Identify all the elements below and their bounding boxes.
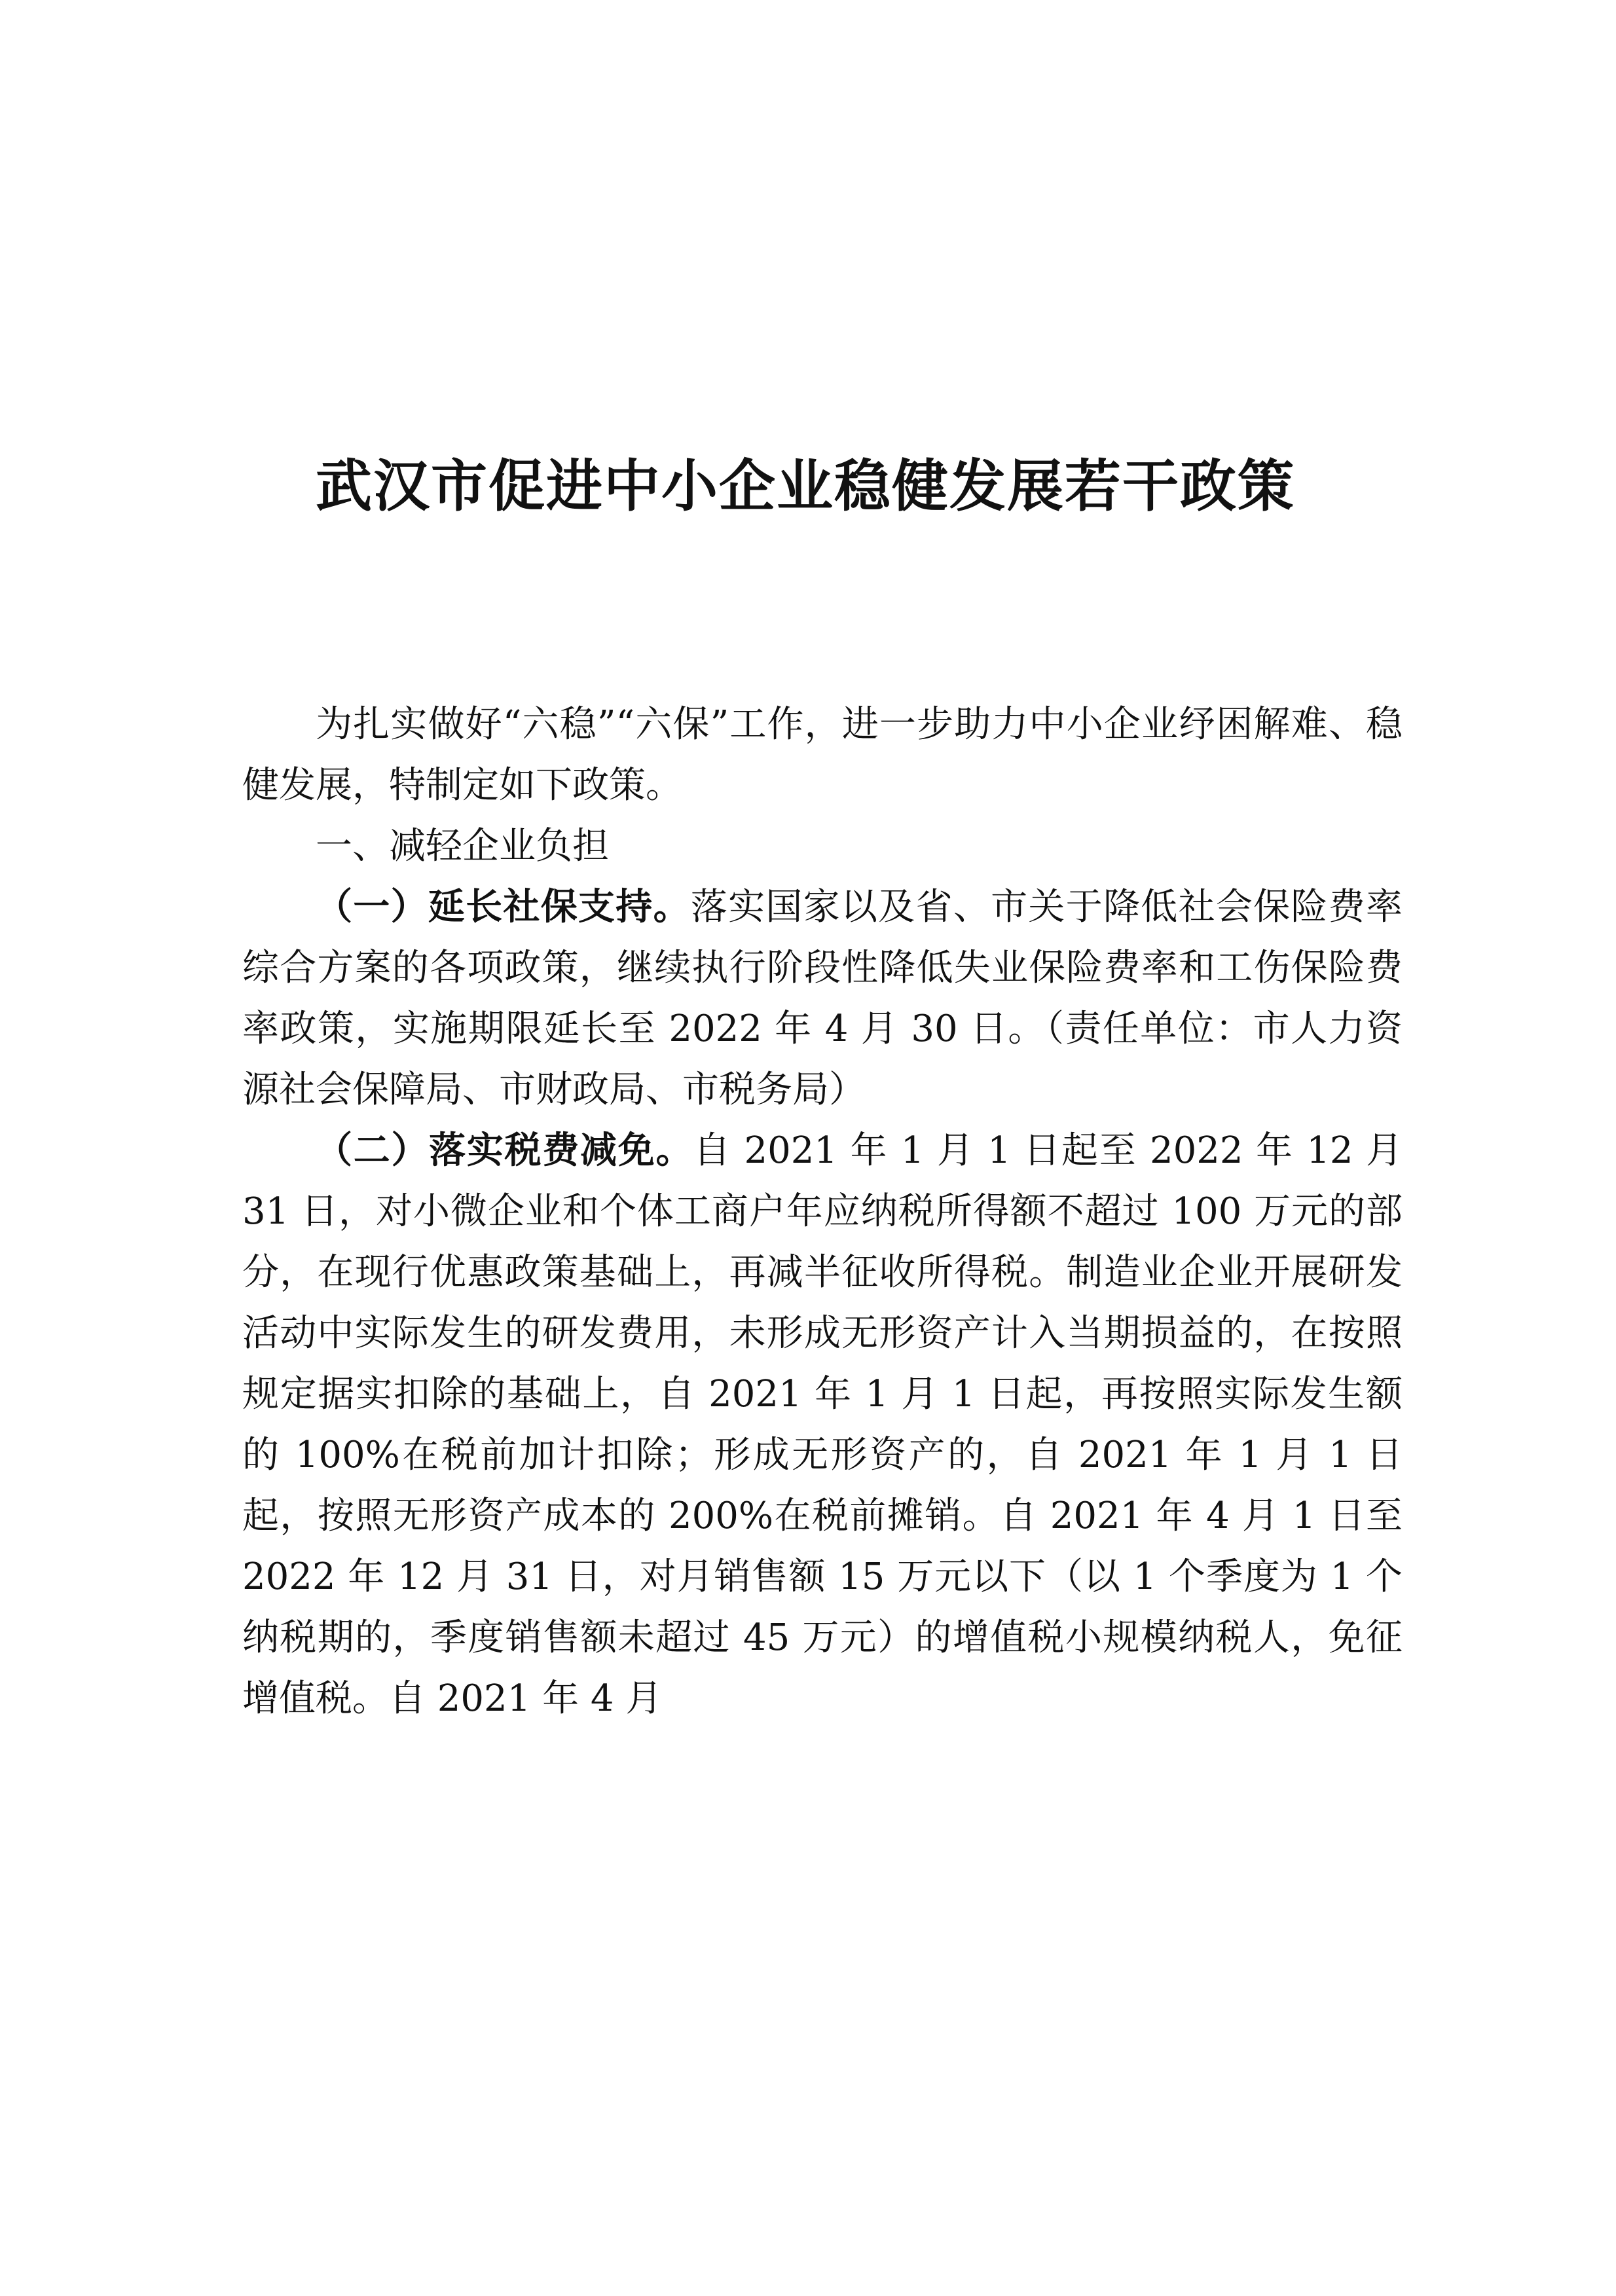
document-body	[242, 694, 1403, 1729]
policy-item-tax-relief	[242, 1120, 1403, 1729]
policy-item-lead: （二）落实税费减免。	[316, 1129, 694, 1172]
policy-item-lead: （一）延长社保支持。	[316, 886, 691, 928]
intro-paragraph: 为扎实做好“六稳”“六保”工作，进一步助力中小企业纾困解难、稳健发展，特制定如下政策。	[242, 703, 1403, 807]
policy-item-text: 自 2021 年 1 月 1 日起至 2022 年 12 月 31 日，对小微企业和个体工商户年应纳税所得额不超过 100 万元的部分，在现行优惠政策基础上，再减半征收所得税。制造业企业开展研发活动中实际发生的研发费用，未形成无形资产计入当期损益的，在按照规定据实扣除的基础上，自 2021 年 1 月 1 日起，再按照实际发生额的 100%在税前加计扣除；形成无形资产的，自 2021 年 1 月 1 日起，按照无形资产成本的 200%在税前摊销。自 2021 年 4 月 1 日至 2022 年 12 月 31 日，对月销售额 15 万元以下（以 1 个季度为 1 个纳税期的，季度销售额未超过 45 万元）的增值税小规模纳税人，免征增值税。自 2021 年 4 月	[242, 1129, 1403, 1720]
document-title: 武汉市促进中小企业稳健发展若干政策	[316, 453, 1295, 519]
section-heading-reduce-burden: 一、减轻企业负担	[316, 825, 609, 867]
policy-item-social-security	[242, 877, 1403, 1120]
policy-item-text: 落实国家以及省、市关于降低社会保险费率综合方案的各项政策，继续执行阶段性降低失业保险费率和工伤保险费率政策，实施期限延长至 2022 年 4 月 30 日。（责任单位：市人力资源社会保障局、市财政局、市税务局）	[242, 886, 1403, 1111]
